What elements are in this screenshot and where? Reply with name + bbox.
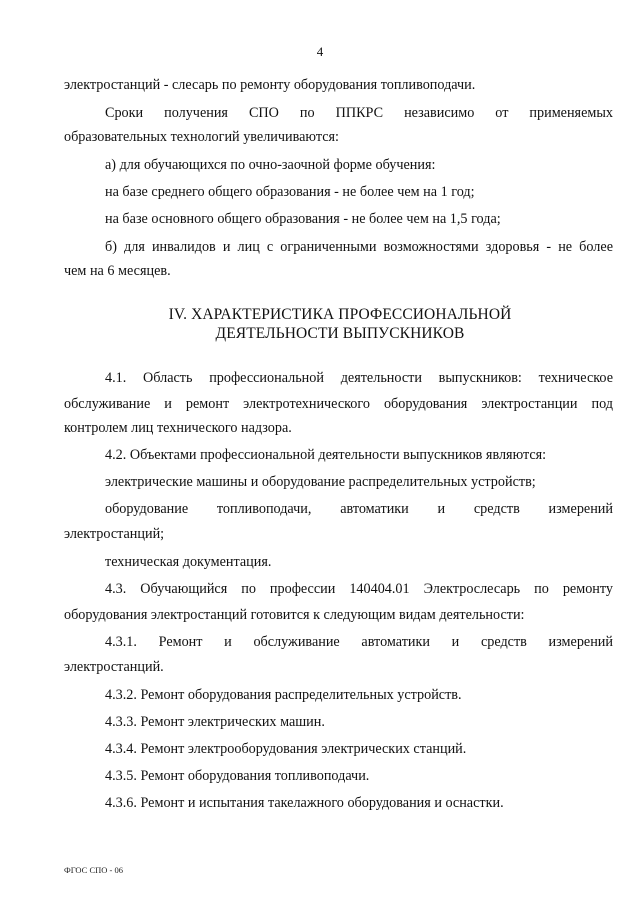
section-heading-line1: IV. ХАРАКТЕРИСТИКА ПРОФЕССИОНАЛЬНОЙ bbox=[168, 306, 512, 323]
paragraph-line: техническая документация. bbox=[105, 554, 272, 570]
paragraph-line: 4.3.1. Ремонт и обслуживание автоматики и средств измерений bbox=[105, 634, 613, 650]
paragraph-line: 4.3.5. Ремонт оборудования топливоподачи. bbox=[105, 768, 370, 784]
text-line: на базе среднего общего образования - не более чем на 1 год; bbox=[105, 184, 475, 200]
paragraph-line: 4.1. Область профессиональной деятельности выпускников: техническое bbox=[105, 370, 613, 386]
paragraph-line: оборудование топливоподачи, автоматики и средств измерений bbox=[105, 501, 613, 517]
paragraph-line: оборудования электростанций готовится к следующим видам деятельности: bbox=[64, 607, 525, 623]
paragraph-line: электрические машины и оборудование распределительных устройств; bbox=[105, 474, 536, 490]
paragraph-line: 4.3.4. Ремонт электрооборудования электрических станций. bbox=[105, 741, 467, 757]
text-line: образовательных технологий увеличиваются: bbox=[64, 129, 339, 145]
text-line: чем на 6 месяцев. bbox=[64, 263, 171, 279]
paragraph-line: 4.3.2. Ремонт оборудования распределительных устройств. bbox=[105, 687, 462, 703]
page-number: 4 bbox=[316, 44, 324, 59]
section-heading-line2: ДЕЯТЕЛЬНОСТИ ВЫПУСКНИКОВ bbox=[215, 325, 465, 342]
paragraph-line: электростанций; bbox=[64, 526, 165, 542]
paragraph-line: 4.3.3. Ремонт электрических машин. bbox=[105, 714, 325, 730]
text-line: электростанций - слесарь по ремонту оборудования топливоподачи. bbox=[64, 77, 476, 93]
paragraph-line: электростанций. bbox=[64, 659, 164, 675]
paragraph-line: 4.3. Обучающийся по профессии 140404.01 Электрослесарь по ремонту bbox=[105, 581, 613, 597]
paragraph-line: обслуживание и ремонт электротехнического оборудования электростанции под bbox=[64, 396, 613, 412]
paragraph-line: 4.3.6. Ремонт и испытания такелажного оборудования и оснастки. bbox=[105, 795, 504, 811]
text-line: на базе основного общего образования - не более чем на 1,5 года; bbox=[105, 211, 501, 227]
text-line: а) для обучающихся по очно-заочной форме обучения: bbox=[105, 157, 436, 173]
text-line: б) для инвалидов и лиц с ограниченными возможностями здоровья - не более bbox=[105, 239, 613, 255]
text-line: Сроки получения СПО по ППКРС независимо от применяемых bbox=[105, 105, 613, 121]
footer-label: ФГОС СПО - 06 bbox=[64, 865, 123, 875]
paragraph-line: контролем лиц технического надзора. bbox=[64, 420, 292, 436]
paragraph-line: 4.2. Объектами профессиональной деятельности выпускников являются: bbox=[105, 447, 547, 463]
